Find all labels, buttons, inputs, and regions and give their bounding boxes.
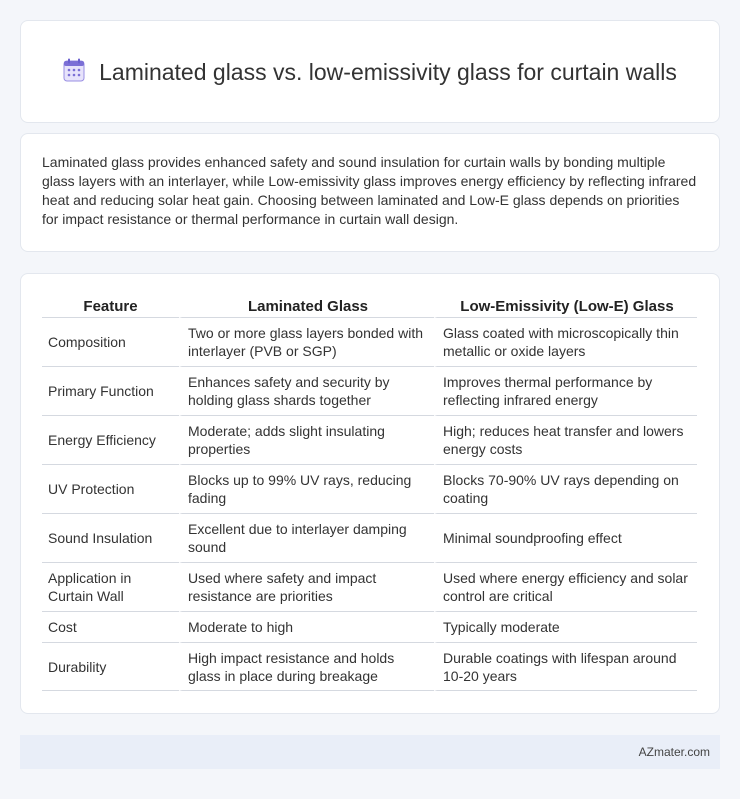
laminated-cell: Used where safety and impact resistance are priorities bbox=[179, 563, 434, 612]
footer-bar bbox=[20, 735, 720, 769]
laminated-cell: Enhances safety and security by holding glass shards together bbox=[179, 367, 434, 416]
title-card bbox=[20, 20, 720, 123]
laminated-cell: High impact resistance and holds glass in place during breakage bbox=[179, 643, 434, 691]
low-e-cell: Glass coated with microscopically thin metallic or oxide layers bbox=[434, 318, 697, 367]
intro-card bbox=[20, 133, 720, 252]
table-row bbox=[42, 643, 697, 691]
low-e-cell: Improves thermal performance by reflecting infrared energy bbox=[434, 367, 697, 416]
low-e-cell: Used where energy efficiency and solar control are critical bbox=[434, 563, 697, 612]
table-row bbox=[42, 612, 697, 643]
low-e-cell: Blocks 70-90% UV rays depending on coating bbox=[434, 465, 697, 514]
header-feature: Feature bbox=[42, 294, 179, 318]
footer-brand: AZmater.com bbox=[638, 745, 710, 759]
laminated-cell: Blocks up to 99% UV rays, reducing fading bbox=[179, 465, 434, 514]
feature-cell: Sound Insulation bbox=[42, 514, 179, 563]
calendar-icon bbox=[63, 58, 85, 82]
comparison-table bbox=[42, 294, 697, 691]
table-row bbox=[42, 318, 697, 367]
intro-text: Laminated glass provides enhanced safety and sound insulation for curtain walls by bonding multiple glass layers with an interlayer, while Low-emissivity glass improves energy efficiency by reflecting infrared heat and reducing solar heat gain. Choosing between laminated and Low-E glass depends on priorities for impact resistance or thermal performance in curtain wall design. bbox=[42, 154, 697, 227]
low-e-cell: High; reduces heat transfer and lowers energy costs bbox=[434, 416, 697, 465]
table-row bbox=[42, 563, 697, 612]
page-title-wrap bbox=[63, 57, 677, 87]
laminated-cell: Excellent due to interlayer damping sound bbox=[179, 514, 434, 563]
laminated-cell: Two or more glass layers bonded with interlayer (PVB or SGP) bbox=[179, 318, 434, 367]
feature-cell: Application in Curtain Wall bbox=[42, 563, 179, 612]
low-e-cell: Minimal soundproofing effect bbox=[434, 514, 697, 563]
comparison-table-card bbox=[20, 273, 720, 714]
header-laminated: Laminated Glass bbox=[179, 294, 434, 318]
feature-cell: UV Protection bbox=[42, 465, 179, 514]
table-row bbox=[42, 416, 697, 465]
table-row bbox=[42, 367, 697, 416]
laminated-cell: Moderate; adds slight insulating properties bbox=[179, 416, 434, 465]
header-low-e: Low-Emissivity (Low-E) Glass bbox=[434, 294, 697, 318]
feature-cell: Energy Efficiency bbox=[42, 416, 179, 465]
low-e-cell: Typically moderate bbox=[434, 612, 697, 643]
feature-cell: Primary Function bbox=[42, 367, 179, 416]
page-title: Laminated glass vs. low-emissivity glass for curtain walls bbox=[99, 58, 677, 85]
feature-cell: Durability bbox=[42, 643, 179, 691]
laminated-cell: Moderate to high bbox=[179, 612, 434, 643]
low-e-cell: Durable coatings with lifespan around 10-20 years bbox=[434, 643, 697, 691]
feature-cell: Composition bbox=[42, 318, 179, 367]
feature-cell: Cost bbox=[42, 612, 179, 643]
table-header-row bbox=[42, 294, 697, 318]
table-row bbox=[42, 514, 697, 563]
table-row bbox=[42, 465, 697, 514]
